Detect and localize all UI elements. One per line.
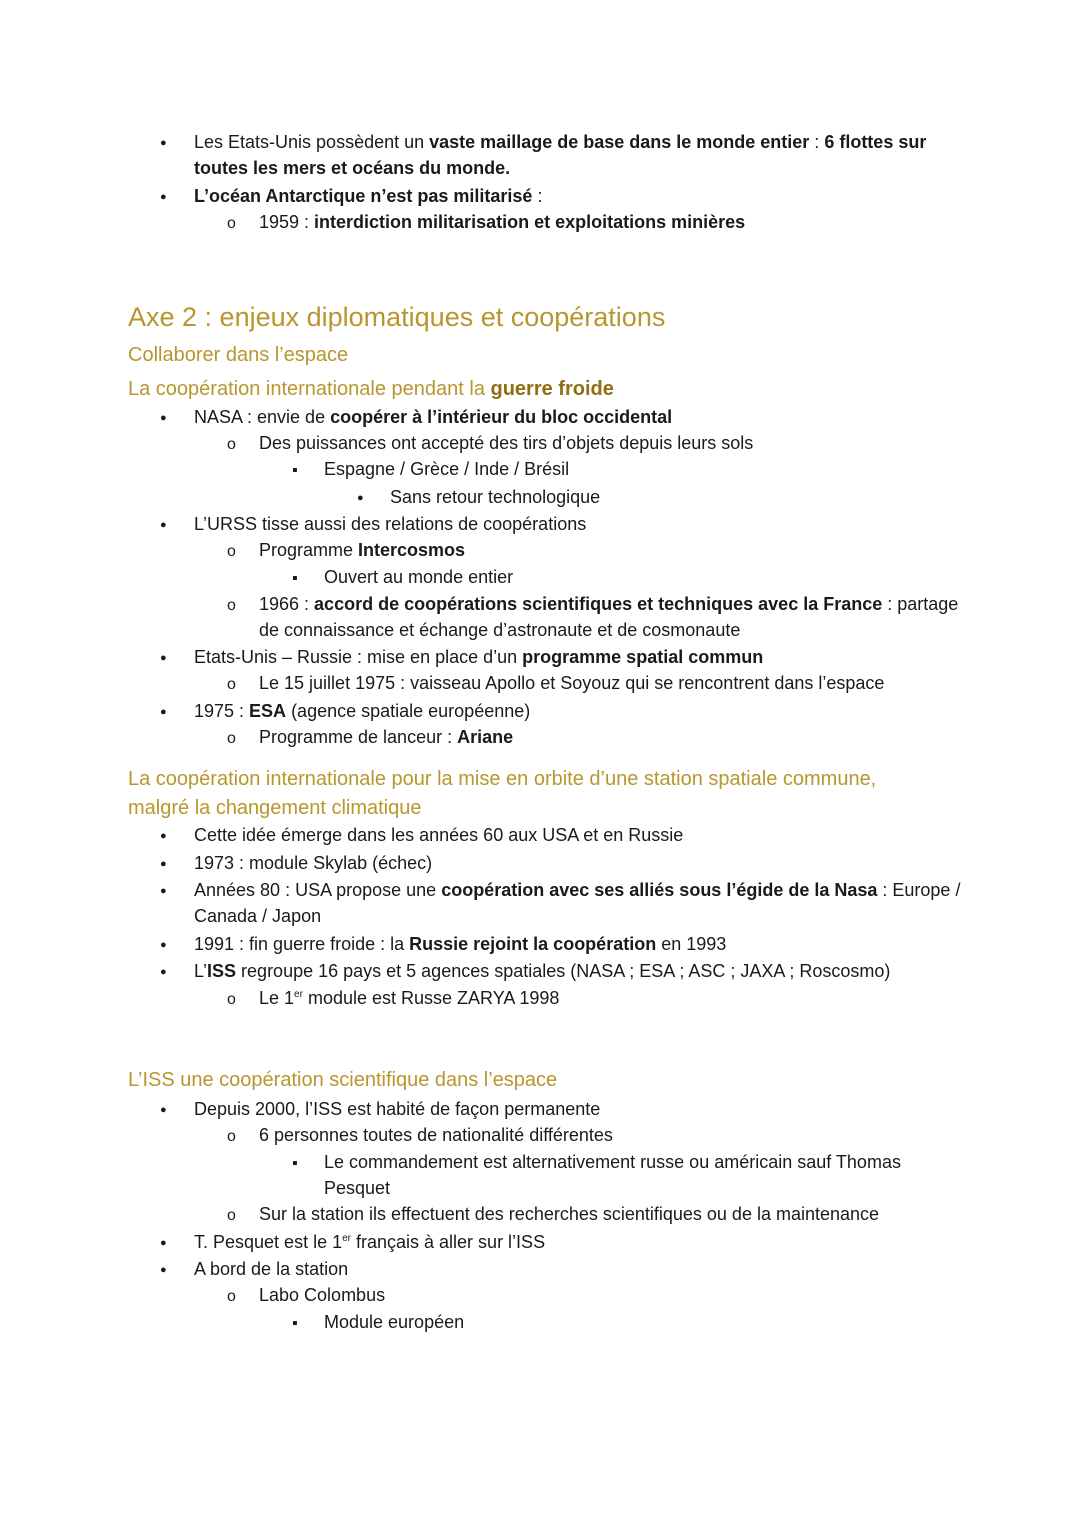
bullet-dot-icon: [160, 958, 167, 985]
text-line: Le 1er module est Russe ZARYA 1998: [259, 988, 560, 1008]
text-line: 6 personnes toutes de nationalité différentes: [259, 1125, 613, 1145]
bullet-circle-icon: [227, 1282, 236, 1310]
bullet-square-icon: [292, 564, 298, 592]
bullet-dot-icon: [160, 511, 167, 538]
bullet-dot-icon: [160, 931, 167, 958]
text-line: Le commandement est alternativement russe ou américain sauf Thomas: [324, 1152, 901, 1172]
section-title: Axe 2 : enjeux diplomatiques et coopérations: [128, 302, 666, 332]
text-line: Depuis 2000, l’ISS est habité de façon permanente: [194, 1099, 601, 1119]
bullet-dot-icon: [160, 183, 167, 210]
text-line: Programme Intercosmos: [259, 540, 466, 560]
bullet-square-icon: [292, 456, 298, 484]
bullet-circle-icon: [227, 670, 236, 698]
bullet-dot-icon: [160, 1096, 167, 1123]
text-line: T. Pesquet est le 1er français à aller sur l’ISS: [194, 1232, 546, 1252]
bullet-dot-icon: [160, 877, 167, 904]
text-line: NASA : envie de coopérer à l’intérieur du bloc occidental: [194, 407, 673, 427]
bullet-circle-icon: [227, 591, 236, 619]
text-line: 1973 : module Skylab (échec): [194, 853, 433, 873]
bullet-circle-icon: [227, 430, 236, 458]
subsection-heading: La coopération internationale pour la mise en orbite d’une station spatiale commune,: [128, 768, 877, 790]
section-subtitle: Collaborer dans l’espace: [128, 344, 349, 366]
bullet-circle-icon: [227, 724, 236, 752]
text-line: Labo Colombus: [259, 1285, 386, 1305]
bullet-dot-icon: [160, 850, 167, 877]
text-line: Années 80 : USA propose une coopération avec ses alliés sous l’égide de la Nasa : Europe /: [194, 880, 961, 900]
text-line: Espagne / Grèce / Inde / Brésil: [324, 459, 570, 479]
subsection-heading: La coopération internationale pendant la guerre froide: [128, 378, 614, 400]
bullet-dot-icon: [160, 822, 167, 849]
bullet-square-icon: [292, 1309, 298, 1337]
bullet-circle-icon: [227, 1201, 236, 1229]
text-line: Cette idée émerge dans les années 60 aux USA et en Russie: [194, 825, 684, 845]
bullet-dot-icon: [160, 644, 167, 671]
bullet-dot-icon: [160, 129, 167, 156]
text-line: L’ISS regroupe 16 pays et 5 agences spatiales (NASA ; ESA ; ASC ; JAXA ; Roscosmo): [194, 961, 891, 981]
text-line: Ouvert au monde entier: [324, 567, 514, 587]
text-line: Canada / Japon: [194, 906, 322, 926]
text-line: Etats-Unis – Russie : mise en place d’un programme spatial commun: [194, 647, 764, 667]
text-line: Module européen: [324, 1312, 465, 1332]
text-line: L’URSS tisse aussi des relations de coopérations: [194, 514, 587, 534]
text-line: Sans retour technologique: [390, 487, 601, 507]
text-line: de connaissance et échange d’astronaute et de cosmonaute: [259, 620, 741, 640]
bullet-circle-icon: [227, 209, 236, 237]
text-line: A bord de la station: [194, 1259, 349, 1279]
bullet-dot-icon: [160, 404, 167, 431]
text-line: Pesquet: [324, 1178, 391, 1198]
text-line: 1991 : fin guerre froide : la Russie rejoint la coopération en 1993: [194, 934, 727, 954]
text-line: Le 15 juillet 1975 : vaisseau Apollo et Soyouz qui se rencontrent dans l’espace: [259, 673, 885, 693]
text-line: toutes les mers et océans du monde.: [194, 158, 511, 178]
bullet-square-icon: [292, 1149, 298, 1177]
bullet-circle-icon: [227, 537, 236, 565]
text-line: L’océan Antarctique n’est pas militarisé :: [194, 186, 543, 206]
text-line: 1975 : ESA (agence spatiale européenne): [194, 701, 531, 721]
bullet-dot-icon: [160, 1229, 167, 1256]
text-line: Programme de lanceur : Ariane: [259, 727, 514, 747]
text-line: Sur la station ils effectuent des recherches scientifiques ou de la maintenance: [259, 1204, 880, 1224]
text-line: 1966 : accord de coopérations scientifiques et techniques avec la France : partage: [259, 594, 959, 614]
text-line: 1959 : interdiction militarisation et exploitations minières: [259, 212, 746, 232]
subsection-heading: L’ISS une coopération scientifique dans l’espace: [128, 1069, 558, 1091]
text-line: Les Etats-Unis possèdent un vaste maillage de base dans le monde entier : 6 flottes sur: [194, 132, 927, 152]
bullet-circle-icon: [227, 1122, 236, 1150]
bullet-dot-icon: [357, 484, 364, 511]
bullet-dot-icon: [160, 698, 167, 725]
subsection-heading: malgré la changement climatique: [128, 797, 422, 819]
bullet-circle-icon: [227, 985, 236, 1013]
bullet-dot-icon: [160, 1256, 167, 1283]
text-line: Des puissances ont accepté des tirs d’objets depuis leurs sols: [259, 433, 754, 453]
